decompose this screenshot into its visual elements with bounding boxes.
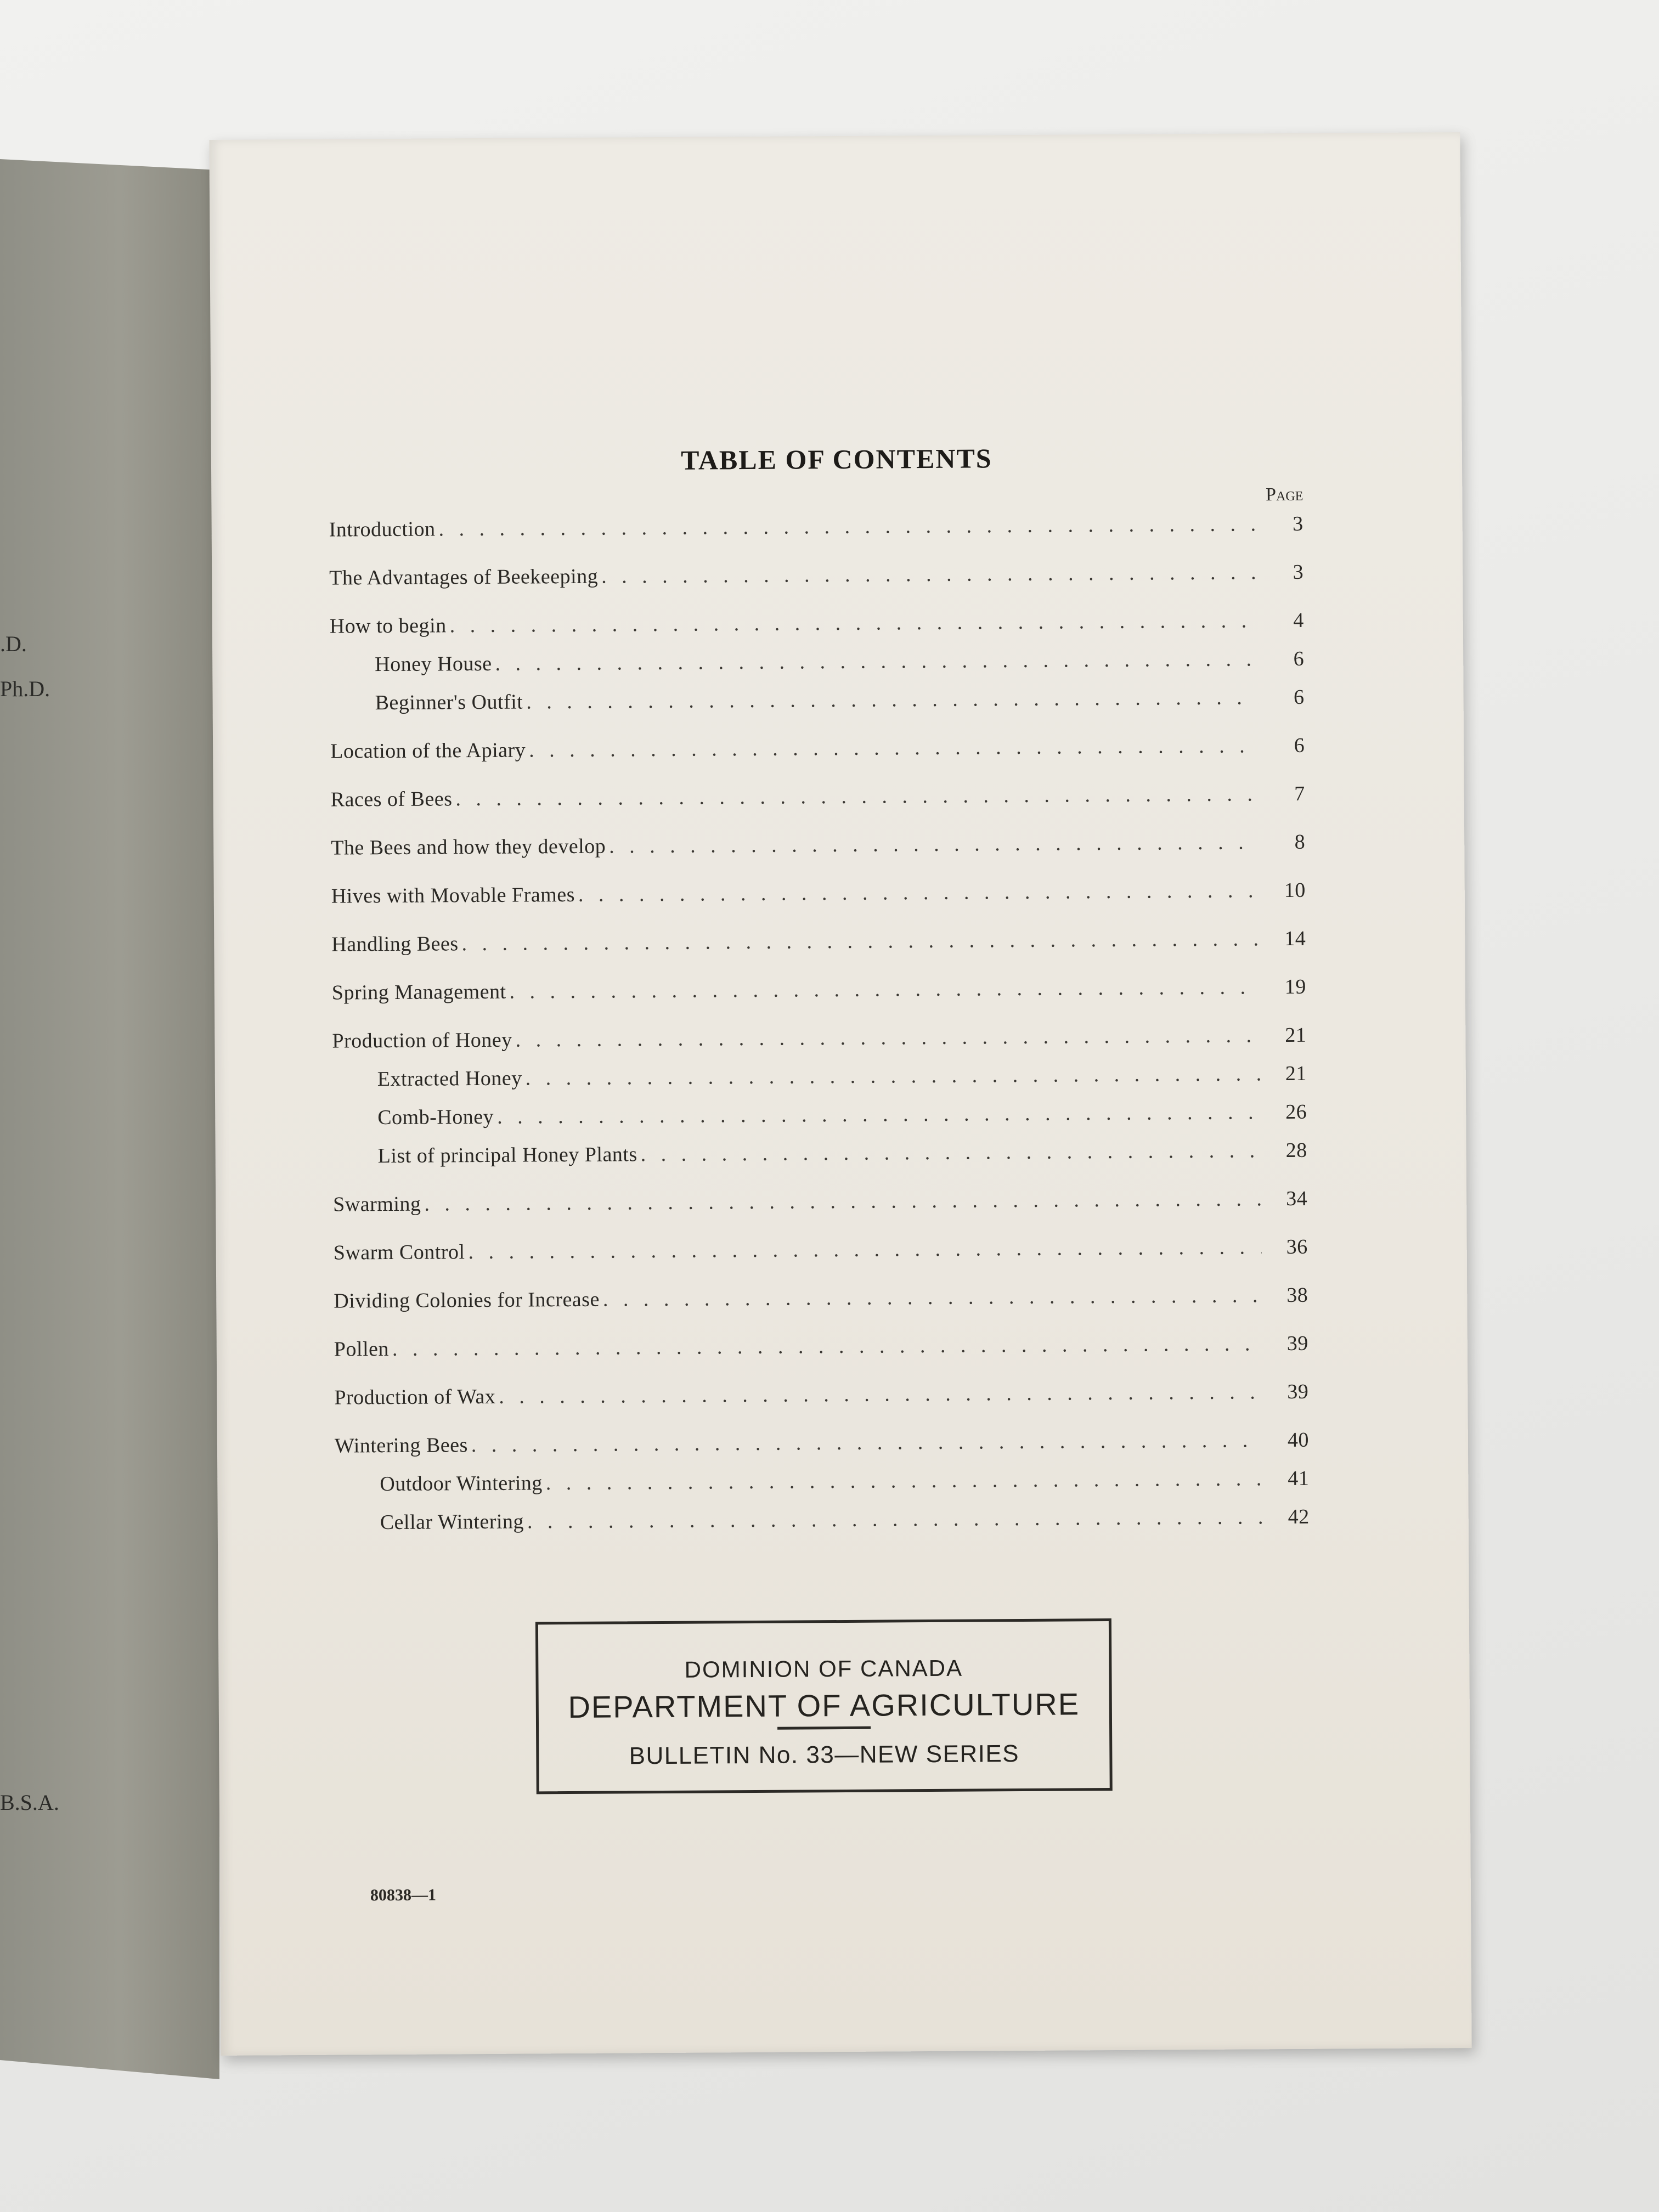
- toc-entry-page: 42: [1288, 1505, 1310, 1529]
- toc-leader-dots: [578, 878, 1260, 907]
- toc-entry: [332, 1023, 1306, 1068]
- toc-entry-page: 21: [1285, 1062, 1307, 1086]
- toc-entry: [331, 830, 1305, 874]
- toc-entry: [331, 782, 1305, 826]
- toc-leader-dots: [468, 1235, 1261, 1264]
- toc-entry-page: 6: [1294, 733, 1305, 757]
- toc-entry-page: 38: [1286, 1283, 1308, 1307]
- toc-entry-page: 21: [1285, 1023, 1307, 1047]
- toc-entry-label: Pollen: [334, 1338, 390, 1361]
- toc-leader-dots: [601, 560, 1257, 588]
- toc-entry-label: Extracted Honey: [377, 1066, 522, 1091]
- toc-entry-label: Swarm Control: [333, 1240, 465, 1265]
- toc-leader-dots: [455, 782, 1259, 811]
- toc-entry: [330, 608, 1304, 653]
- toc-entry-label: How to begin: [329, 614, 447, 638]
- toc-entry: [330, 733, 1305, 778]
- stamp-divider: [777, 1726, 871, 1730]
- toc-entry: [334, 1235, 1308, 1279]
- toc-entry: [330, 647, 1304, 691]
- toc-entry-label: Location of the Apiary: [330, 738, 526, 763]
- toc-entry-label: Handling Bees: [331, 932, 459, 956]
- toc-entry: [330, 685, 1304, 730]
- cover-fragment: B.S.A.: [0, 1790, 59, 1815]
- toc-leader-dots: [529, 733, 1259, 762]
- stamp-dominion: DOMINION OF CANADA: [684, 1655, 963, 1683]
- toc-entry-label: Wintering Bees: [334, 1434, 468, 1458]
- department-stamp: [535, 1618, 1113, 1794]
- toc-entry-page: 7: [1294, 782, 1305, 805]
- toc-entry-page: 26: [1285, 1100, 1307, 1124]
- toc-entry-page: 14: [1284, 927, 1306, 951]
- toc-entry-label: Hives with Movable Frames: [331, 883, 575, 908]
- toc-entry-label: The Advantages of Beekeeping: [329, 565, 599, 590]
- document-page: [209, 132, 1471, 2056]
- toc-leader-dots: [438, 512, 1257, 541]
- toc-entry: [331, 878, 1306, 923]
- toc-entry-page: 6: [1293, 685, 1305, 709]
- toc-entry-label: List of principal Honey Plants: [377, 1143, 637, 1168]
- toc-entry-page: 4: [1293, 608, 1304, 632]
- toc-entry-page: 6: [1293, 647, 1305, 670]
- toc-entry: [329, 560, 1304, 605]
- toc-entry-page: 19: [1284, 975, 1306, 999]
- toc-leader-dots: [641, 1138, 1261, 1166]
- toc-entry-label: Races of Bees: [330, 787, 453, 811]
- toc-leader-dots: [526, 685, 1259, 714]
- toc-entry: [329, 512, 1304, 556]
- toc-entry-label: Production of Wax: [334, 1385, 496, 1409]
- toc-entry: [333, 1187, 1307, 1231]
- page-column-label: Page: [1265, 484, 1304, 505]
- toc-entry-label: Dividing Colonies for Increase: [334, 1288, 600, 1313]
- toc-entry-label: Swarming: [333, 1192, 421, 1216]
- toc-entry-label: The Bees and how they develop: [331, 834, 606, 860]
- toc-entry-label: Outdoor Wintering: [380, 1471, 543, 1496]
- toc-entry-page: 3: [1293, 560, 1304, 584]
- toc-entry-page: 34: [1286, 1187, 1308, 1211]
- stamp-department: DEPARTMENT OF AGRICULTURE: [568, 1686, 1080, 1725]
- toc-leader-dots: [609, 830, 1259, 858]
- toc-leader-dots: [509, 975, 1260, 1003]
- toc-entry-page: 10: [1284, 878, 1306, 902]
- toc-entry: [331, 927, 1306, 971]
- toc-entry: [334, 1380, 1308, 1424]
- toc-entry-page: 39: [1286, 1331, 1308, 1356]
- cover-fragment: .D.: [0, 631, 27, 656]
- toc-entry-page: 8: [1294, 830, 1306, 854]
- toc-entry-label: Production of Honey: [332, 1028, 512, 1053]
- toc-leader-dots: [546, 1466, 1263, 1495]
- toc-entry-label: Honey House: [375, 652, 492, 676]
- toc-entry: [332, 1062, 1307, 1106]
- stamp-bulletin: BULLETIN No. 33—NEW SERIES: [629, 1740, 1020, 1770]
- toc-entry: [332, 975, 1306, 1019]
- toc-entry-page: 40: [1287, 1428, 1309, 1452]
- toc-entry: [333, 1138, 1307, 1183]
- toc-leader-dots: [461, 927, 1260, 956]
- toc-leader-dots: [424, 1187, 1261, 1216]
- toc-entry: [335, 1466, 1309, 1511]
- table-of-contents: [329, 512, 1310, 1549]
- toc-entry-label: Beginner's Outfit: [375, 690, 523, 715]
- toc-leader-dots: [499, 1380, 1262, 1409]
- toc-leader-dots: [527, 1505, 1263, 1533]
- toc-leader-dots: [603, 1283, 1262, 1311]
- toc-entry-page: 28: [1285, 1138, 1307, 1163]
- toc-entry: [334, 1331, 1308, 1376]
- toc-entry: [334, 1283, 1308, 1328]
- cover-fragment: Ph.D.: [0, 676, 50, 701]
- page-title: TABLE OF CONTENTS: [681, 443, 992, 476]
- toc-leader-dots: [471, 1428, 1263, 1457]
- toc-entry-page: 41: [1288, 1466, 1310, 1491]
- print-code: 80838—1: [370, 1886, 437, 1905]
- toc-leader-dots: [515, 1023, 1260, 1052]
- toc-entry-label: Cellar Wintering: [380, 1510, 524, 1534]
- toc-entry: [335, 1428, 1309, 1472]
- toc-entry-page: 3: [1293, 512, 1304, 535]
- toc-leader-dots: [450, 608, 1258, 637]
- toc-entry-page: 39: [1287, 1380, 1309, 1404]
- toc-entry-page: 36: [1286, 1235, 1308, 1259]
- toc-leader-dots: [526, 1062, 1261, 1090]
- toc-entry: [335, 1505, 1310, 1549]
- toc-leader-dots: [497, 1100, 1261, 1129]
- toc-leader-dots: [495, 647, 1258, 675]
- toc-leader-dots: [392, 1331, 1262, 1361]
- toc-entry-label: Comb-Honey: [377, 1105, 494, 1130]
- toc-entry-label: Introduction: [329, 517, 436, 541]
- toc-entry-label: Spring Management: [331, 980, 506, 1005]
- toc-entry: [332, 1100, 1307, 1144]
